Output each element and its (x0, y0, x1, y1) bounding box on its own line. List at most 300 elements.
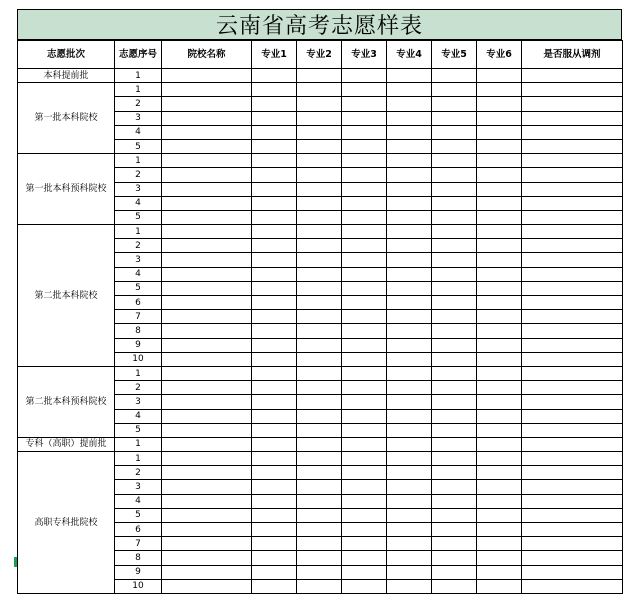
input-cell[interactable] (387, 111, 432, 125)
input-cell[interactable] (432, 381, 477, 395)
input-cell[interactable] (522, 281, 623, 295)
input-cell[interactable] (342, 494, 387, 508)
input-cell[interactable] (252, 366, 297, 380)
input-cell[interactable] (387, 423, 432, 437)
input-cell[interactable] (432, 97, 477, 111)
input-cell[interactable] (297, 267, 342, 281)
input-cell[interactable] (162, 139, 252, 153)
input-cell[interactable] (432, 310, 477, 324)
order-number-cell: 9 (115, 565, 162, 579)
input-cell[interactable] (342, 210, 387, 224)
input-cell[interactable] (432, 338, 477, 352)
input-cell[interactable] (162, 296, 252, 310)
input-cell[interactable] (162, 352, 252, 366)
input-cell[interactable] (342, 366, 387, 380)
input-cell[interactable] (387, 267, 432, 281)
input-cell[interactable] (252, 97, 297, 111)
input-cell[interactable] (342, 69, 387, 83)
input-cell[interactable] (252, 508, 297, 522)
input-cell[interactable] (477, 537, 522, 551)
input-cell[interactable] (432, 125, 477, 139)
input-cell[interactable] (522, 381, 623, 395)
input-cell[interactable] (387, 452, 432, 466)
input-cell[interactable] (297, 253, 342, 267)
input-cell[interactable] (342, 225, 387, 239)
input-cell[interactable] (477, 437, 522, 451)
input-cell[interactable] (477, 225, 522, 239)
input-cell[interactable] (162, 281, 252, 295)
input-cell[interactable] (522, 139, 623, 153)
input-cell[interactable] (297, 69, 342, 83)
input-cell[interactable] (522, 154, 623, 168)
input-cell[interactable] (342, 281, 387, 295)
input-cell[interactable] (387, 310, 432, 324)
input-cell[interactable] (522, 409, 623, 423)
input-cell[interactable] (342, 437, 387, 451)
input-cell[interactable] (432, 69, 477, 83)
input-cell[interactable] (477, 381, 522, 395)
input-cell[interactable] (432, 565, 477, 579)
input-cell[interactable] (342, 352, 387, 366)
input-cell[interactable] (342, 196, 387, 210)
input-cell[interactable] (252, 139, 297, 153)
input-cell[interactable] (297, 210, 342, 224)
input-cell[interactable] (342, 139, 387, 153)
input-cell[interactable] (522, 437, 623, 451)
input-cell[interactable] (387, 210, 432, 224)
input-cell[interactable] (387, 168, 432, 182)
input-cell[interactable] (252, 182, 297, 196)
input-cell[interactable] (297, 437, 342, 451)
input-cell[interactable] (297, 83, 342, 97)
input-cell[interactable] (477, 395, 522, 409)
input-cell[interactable] (342, 381, 387, 395)
input-cell[interactable] (477, 551, 522, 565)
input-cell[interactable] (477, 168, 522, 182)
input-cell[interactable] (162, 338, 252, 352)
input-cell[interactable] (477, 324, 522, 338)
input-cell[interactable] (387, 508, 432, 522)
input-cell[interactable] (162, 324, 252, 338)
input-cell[interactable] (522, 253, 623, 267)
input-cell[interactable] (522, 523, 623, 537)
input-cell[interactable] (252, 579, 297, 593)
input-cell[interactable] (432, 494, 477, 508)
input-cell[interactable] (387, 381, 432, 395)
input-cell[interactable] (522, 551, 623, 565)
input-cell[interactable] (387, 154, 432, 168)
input-cell[interactable] (297, 423, 342, 437)
input-cell[interactable] (252, 437, 297, 451)
input-cell[interactable] (162, 480, 252, 494)
input-cell[interactable] (252, 423, 297, 437)
input-cell[interactable] (252, 338, 297, 352)
input-cell[interactable] (297, 310, 342, 324)
input-cell[interactable] (522, 537, 623, 551)
input-cell[interactable] (162, 310, 252, 324)
input-cell[interactable] (297, 338, 342, 352)
input-cell[interactable] (162, 437, 252, 451)
input-cell[interactable] (297, 196, 342, 210)
input-cell[interactable] (252, 537, 297, 551)
input-cell[interactable] (162, 423, 252, 437)
input-cell[interactable] (477, 83, 522, 97)
input-cell[interactable] (162, 452, 252, 466)
input-cell[interactable] (252, 310, 297, 324)
input-cell[interactable] (522, 225, 623, 239)
input-cell[interactable] (522, 508, 623, 522)
input-cell[interactable] (252, 466, 297, 480)
input-cell[interactable] (297, 366, 342, 380)
input-cell[interactable] (522, 310, 623, 324)
input-cell[interactable] (387, 253, 432, 267)
input-cell[interactable] (252, 125, 297, 139)
input-cell[interactable] (477, 210, 522, 224)
input-cell[interactable] (432, 523, 477, 537)
input-cell[interactable] (297, 452, 342, 466)
input-cell[interactable] (522, 182, 623, 196)
input-cell[interactable] (297, 395, 342, 409)
input-cell[interactable] (522, 97, 623, 111)
input-cell[interactable] (252, 225, 297, 239)
input-cell[interactable] (162, 154, 252, 168)
input-cell[interactable] (522, 324, 623, 338)
input-cell[interactable] (522, 452, 623, 466)
input-cell[interactable] (297, 111, 342, 125)
input-cell[interactable] (387, 480, 432, 494)
input-cell[interactable] (477, 111, 522, 125)
input-cell[interactable] (297, 225, 342, 239)
input-cell[interactable] (162, 565, 252, 579)
input-cell[interactable] (297, 551, 342, 565)
input-cell[interactable] (162, 69, 252, 83)
input-cell[interactable] (477, 523, 522, 537)
input-cell[interactable] (477, 125, 522, 139)
input-cell[interactable] (387, 466, 432, 480)
input-cell[interactable] (297, 480, 342, 494)
input-cell[interactable] (162, 196, 252, 210)
input-cell[interactable] (387, 352, 432, 366)
input-cell[interactable] (342, 551, 387, 565)
input-cell[interactable] (342, 324, 387, 338)
input-cell[interactable] (432, 324, 477, 338)
input-cell[interactable] (297, 466, 342, 480)
input-cell[interactable] (162, 466, 252, 480)
input-cell[interactable] (432, 395, 477, 409)
input-cell[interactable] (477, 281, 522, 295)
input-cell[interactable] (252, 381, 297, 395)
input-cell[interactable] (477, 423, 522, 437)
input-cell[interactable] (522, 196, 623, 210)
input-cell[interactable] (477, 480, 522, 494)
input-cell[interactable] (432, 225, 477, 239)
input-cell[interactable] (432, 182, 477, 196)
input-cell[interactable] (252, 324, 297, 338)
input-cell[interactable] (297, 579, 342, 593)
input-cell[interactable] (342, 97, 387, 111)
input-cell[interactable] (297, 409, 342, 423)
input-cell[interactable] (342, 423, 387, 437)
input-cell[interactable] (477, 182, 522, 196)
input-cell[interactable] (522, 565, 623, 579)
input-cell[interactable] (432, 83, 477, 97)
input-cell[interactable] (387, 83, 432, 97)
input-cell[interactable] (387, 551, 432, 565)
input-cell[interactable] (432, 154, 477, 168)
input-cell[interactable] (162, 579, 252, 593)
input-cell[interactable] (432, 409, 477, 423)
input-cell[interactable] (432, 466, 477, 480)
input-cell[interactable] (387, 69, 432, 83)
input-cell[interactable] (342, 565, 387, 579)
input-cell[interactable] (522, 125, 623, 139)
input-cell[interactable] (162, 168, 252, 182)
input-cell[interactable] (162, 381, 252, 395)
input-cell[interactable] (297, 125, 342, 139)
input-cell[interactable] (252, 281, 297, 295)
input-cell[interactable] (342, 338, 387, 352)
input-cell[interactable] (432, 210, 477, 224)
input-cell[interactable] (162, 551, 252, 565)
input-cell[interactable] (432, 480, 477, 494)
input-cell[interactable] (162, 537, 252, 551)
input-cell[interactable] (252, 296, 297, 310)
input-cell[interactable] (477, 409, 522, 423)
input-cell[interactable] (297, 324, 342, 338)
input-cell[interactable] (342, 409, 387, 423)
input-cell[interactable] (432, 139, 477, 153)
input-cell[interactable] (162, 182, 252, 196)
input-cell[interactable] (522, 579, 623, 593)
input-cell[interactable] (387, 324, 432, 338)
input-cell[interactable] (387, 296, 432, 310)
input-cell[interactable] (342, 296, 387, 310)
input-cell[interactable] (252, 154, 297, 168)
input-cell[interactable] (477, 154, 522, 168)
table-row (18, 452, 623, 466)
input-cell[interactable] (477, 579, 522, 593)
input-cell[interactable] (432, 537, 477, 551)
input-cell[interactable] (522, 168, 623, 182)
input-cell[interactable] (252, 352, 297, 366)
input-cell[interactable] (522, 267, 623, 281)
input-cell[interactable] (432, 366, 477, 380)
input-cell[interactable] (387, 409, 432, 423)
input-cell[interactable] (252, 111, 297, 125)
input-cell[interactable] (162, 210, 252, 224)
input-cell[interactable] (387, 366, 432, 380)
input-cell[interactable] (342, 154, 387, 168)
input-cell[interactable] (342, 182, 387, 196)
input-cell[interactable] (387, 494, 432, 508)
input-cell[interactable] (477, 139, 522, 153)
input-cell[interactable] (432, 551, 477, 565)
input-cell[interactable] (252, 69, 297, 83)
input-cell[interactable] (297, 565, 342, 579)
input-cell[interactable] (522, 423, 623, 437)
input-cell[interactable] (297, 97, 342, 111)
input-cell[interactable] (477, 494, 522, 508)
input-cell[interactable] (387, 565, 432, 579)
input-cell[interactable] (342, 523, 387, 537)
input-cell[interactable] (162, 97, 252, 111)
input-cell[interactable] (162, 239, 252, 253)
input-cell[interactable] (297, 296, 342, 310)
input-cell[interactable] (342, 83, 387, 97)
input-cell[interactable] (477, 296, 522, 310)
input-cell[interactable] (252, 565, 297, 579)
input-cell[interactable] (252, 494, 297, 508)
input-cell[interactable] (162, 111, 252, 125)
input-cell[interactable] (297, 139, 342, 153)
input-cell[interactable] (252, 409, 297, 423)
input-cell[interactable] (432, 579, 477, 593)
input-cell[interactable] (387, 395, 432, 409)
input-cell[interactable] (387, 225, 432, 239)
input-cell[interactable] (252, 267, 297, 281)
input-cell[interactable] (342, 168, 387, 182)
input-cell[interactable] (162, 508, 252, 522)
input-cell[interactable] (162, 267, 252, 281)
input-cell[interactable] (432, 196, 477, 210)
input-cell[interactable] (522, 395, 623, 409)
input-cell[interactable] (297, 494, 342, 508)
input-cell[interactable] (297, 239, 342, 253)
input-cell[interactable] (297, 523, 342, 537)
input-cell[interactable] (522, 239, 623, 253)
input-cell[interactable] (387, 97, 432, 111)
input-cell[interactable] (477, 508, 522, 522)
input-cell[interactable] (387, 523, 432, 537)
input-cell[interactable] (522, 338, 623, 352)
input-cell[interactable] (297, 537, 342, 551)
input-cell[interactable] (522, 466, 623, 480)
input-cell[interactable] (432, 296, 477, 310)
order-number-cell: 6 (115, 523, 162, 537)
input-cell[interactable] (162, 225, 252, 239)
input-cell[interactable] (252, 210, 297, 224)
input-cell[interactable] (162, 366, 252, 380)
input-cell[interactable] (162, 409, 252, 423)
input-cell[interactable] (477, 253, 522, 267)
input-cell[interactable] (252, 523, 297, 537)
input-cell[interactable] (522, 494, 623, 508)
input-cell[interactable] (432, 437, 477, 451)
input-cell[interactable] (252, 480, 297, 494)
input-cell[interactable] (297, 381, 342, 395)
input-cell[interactable] (162, 523, 252, 537)
input-cell[interactable] (387, 182, 432, 196)
input-cell[interactable] (252, 239, 297, 253)
input-cell[interactable] (342, 508, 387, 522)
input-cell[interactable] (342, 480, 387, 494)
input-cell[interactable] (477, 196, 522, 210)
input-cell[interactable] (522, 366, 623, 380)
input-cell[interactable] (252, 253, 297, 267)
input-cell[interactable] (342, 239, 387, 253)
input-cell[interactable] (252, 452, 297, 466)
input-cell[interactable] (387, 196, 432, 210)
input-cell[interactable] (387, 579, 432, 593)
input-cell[interactable] (432, 168, 477, 182)
input-cell[interactable] (522, 210, 623, 224)
input-cell[interactable] (297, 182, 342, 196)
input-cell[interactable] (477, 452, 522, 466)
input-cell[interactable] (432, 452, 477, 466)
input-cell[interactable] (477, 338, 522, 352)
input-cell[interactable] (477, 239, 522, 253)
input-cell[interactable] (432, 508, 477, 522)
input-cell[interactable] (342, 267, 387, 281)
input-cell[interactable] (522, 352, 623, 366)
input-cell[interactable] (342, 310, 387, 324)
input-cell[interactable] (432, 111, 477, 125)
input-cell[interactable] (342, 579, 387, 593)
input-cell[interactable] (477, 69, 522, 83)
input-cell[interactable] (522, 296, 623, 310)
input-cell[interactable] (252, 551, 297, 565)
input-cell[interactable] (342, 111, 387, 125)
input-cell[interactable] (342, 466, 387, 480)
input-cell[interactable] (477, 466, 522, 480)
input-cell[interactable] (162, 395, 252, 409)
input-cell[interactable] (342, 537, 387, 551)
input-cell[interactable] (432, 267, 477, 281)
input-cell[interactable] (387, 239, 432, 253)
input-cell[interactable] (477, 97, 522, 111)
input-cell[interactable] (162, 494, 252, 508)
input-cell[interactable] (342, 395, 387, 409)
input-cell[interactable] (162, 125, 252, 139)
input-cell[interactable] (387, 338, 432, 352)
input-cell[interactable] (252, 83, 297, 97)
input-cell[interactable] (297, 168, 342, 182)
order-number-cell: 7 (115, 310, 162, 324)
input-cell[interactable] (432, 239, 477, 253)
input-cell[interactable] (477, 352, 522, 366)
input-cell[interactable] (477, 310, 522, 324)
input-cell[interactable] (342, 125, 387, 139)
input-cell[interactable] (387, 537, 432, 551)
input-cell[interactable] (342, 253, 387, 267)
input-cell[interactable] (477, 565, 522, 579)
input-cell[interactable] (477, 366, 522, 380)
input-cell[interactable] (522, 480, 623, 494)
input-cell[interactable] (297, 352, 342, 366)
input-cell[interactable] (432, 281, 477, 295)
input-cell[interactable] (477, 267, 522, 281)
input-cell[interactable] (297, 154, 342, 168)
input-cell[interactable] (297, 508, 342, 522)
input-cell[interactable] (387, 139, 432, 153)
input-cell[interactable] (432, 253, 477, 267)
input-cell[interactable] (522, 83, 623, 97)
input-cell[interactable] (522, 111, 623, 125)
input-cell[interactable] (432, 423, 477, 437)
input-cell[interactable] (162, 253, 252, 267)
input-cell[interactable] (522, 69, 623, 83)
input-cell[interactable] (162, 83, 252, 97)
input-cell[interactable] (387, 125, 432, 139)
input-cell[interactable] (252, 196, 297, 210)
input-cell[interactable] (432, 352, 477, 366)
input-cell[interactable] (387, 281, 432, 295)
input-cell[interactable] (252, 168, 297, 182)
input-cell[interactable] (297, 281, 342, 295)
input-cell[interactable] (252, 395, 297, 409)
input-cell[interactable] (387, 437, 432, 451)
input-cell[interactable] (342, 452, 387, 466)
